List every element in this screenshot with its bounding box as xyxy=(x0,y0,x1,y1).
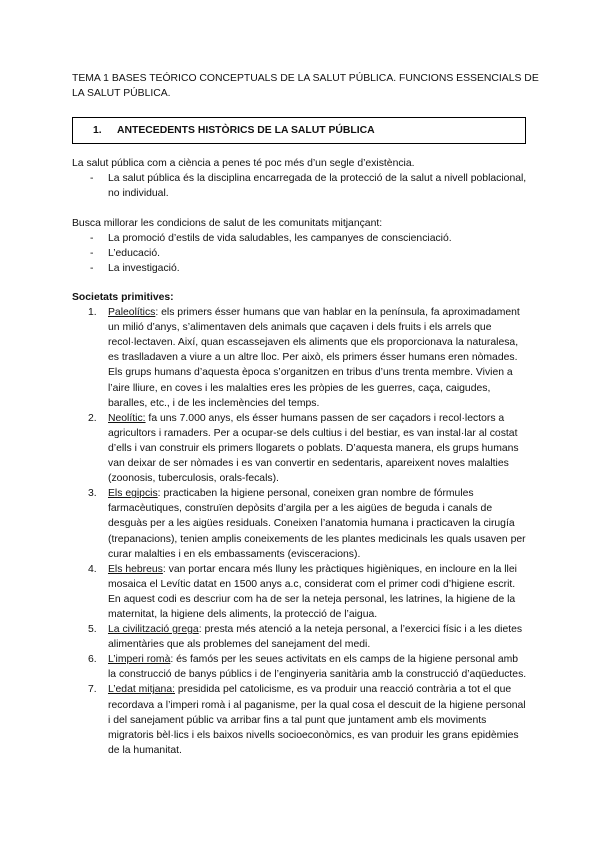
item-term: Paleolítics xyxy=(108,307,156,319)
item-number: 3. xyxy=(88,488,97,500)
item-term: La civilització grega xyxy=(108,624,199,636)
list-item xyxy=(72,652,528,682)
dash-bullet: - xyxy=(90,173,94,185)
intro-block xyxy=(72,156,528,201)
list-item xyxy=(72,562,528,622)
societies-block xyxy=(72,290,528,758)
item-number: 1. xyxy=(88,307,97,319)
societies-heading: Societats primitives: xyxy=(72,292,174,303)
list-item xyxy=(72,305,528,411)
list-item xyxy=(72,246,528,261)
item-number: 6. xyxy=(88,654,97,666)
improve-block xyxy=(72,216,528,276)
item-term: Els egipcis xyxy=(108,488,158,500)
list-item xyxy=(72,261,528,276)
item-number: 7. xyxy=(88,684,97,696)
list-item xyxy=(72,622,528,652)
list-item xyxy=(72,171,528,201)
list-item xyxy=(72,682,528,757)
document-title: TEMA 1 BASES TEÓRICO CONCEPTUALS DE LA SALUT PÚBLICA. FUNCIONS ESSENCIALS DE LA SALUT PÚBLICA. xyxy=(72,73,539,99)
item-text: : els primers ésser humans que van hablar en la península, fa aproximadament un milió d’anys, s’alimentaven dels animals que caçaven i dels fruits i els arrels que recol·lectaven. Així, quan escassejaven els aliments que els proporcionava la naturalesa, es traslladaven a viure a un altre lloc. Per això, els primers ésser humans eren nòmades. Els grups humans d’aquesta època s’organitzen en tribus d’uns trenta membre. Vivien a l’aire lliure, en coves i les malalties eres les pròpies de les guerres, caça, caigudes, baralles, etc., i de les inclemències del temps. xyxy=(108,307,520,409)
improve-list xyxy=(72,231,528,276)
item-term: L’edat mitjana: xyxy=(108,684,176,696)
item-term: Els hebreus xyxy=(108,563,163,575)
item-text: fa uns 7.000 anys, els ésser humans passen de ser caçadors i recol·lectors a agricultors i ramaders. Per a ocupar-se dels cultius i del bestiar, es van instal·lar al costat d’ells i van construir els primers llogarets o poblats. D’aquesta manera, els grups humans van deixar de ser nòmades i es van convertir en sedentaris, apareixent noves malalties (zoonosis, tuberculosis, orals-fecals). xyxy=(108,412,519,485)
list-item-text: La salut pública és la disciplina encarregada de la protecció de la salut a nivell poblacional, no individual. xyxy=(108,173,527,200)
list-item-text: La promoció d’estils de vida saludables, les campanyes de conscienciació. xyxy=(108,233,452,245)
item-number: 5. xyxy=(88,624,97,636)
section-title: ANTECEDENTS HISTÒRICS DE LA SALUT PÚBLICA xyxy=(117,125,375,136)
dash-bullet: - xyxy=(90,233,94,245)
intro-list xyxy=(72,171,528,201)
item-text: : practicaben la higiene personal, coneixen gran nombre de fórmules farmacèutiques, construïen depòsits d’argila per a les aigües de beguda i canals de desguàs per a les aigües residuals. Coneixen l’anatomia humana i practicaven la cirugía (trepanacions), tenien amplis coneixements de les plantes medicinals les quals usaven per curar malalties i en els embassaments (evisceracions). xyxy=(108,488,526,560)
list-item-text: La investigació. xyxy=(108,263,180,275)
list-item xyxy=(72,486,528,561)
item-term: Neolític: xyxy=(108,412,146,424)
item-text: presidida pel catolicisme, es va produir una reacció contrària a tot el que recordava a l’imperi romà i al paganisme, per la qual cosa el descuit de la higiene personal i del sanejament públic va arribar fins a tal punt que juntament amb els moviments migratoris bèl·lics i els baixos nivells socioeconòmics, es van produir les grans epidèmies de la humanitat. xyxy=(108,684,526,756)
dash-bullet: - xyxy=(90,248,94,260)
societies-list xyxy=(72,305,528,758)
list-item xyxy=(72,231,528,246)
intro-sentence: La salut pública com a ciència a penes té poc més d’un segle d’existència. xyxy=(72,158,415,169)
item-term: L’imperi romà xyxy=(108,654,171,666)
list-item-text: L’educació. xyxy=(108,248,160,260)
item-text: : és famós per les seues activitats en els camps de la higiene personal amb la construcció de banys públics i de l’enginyeria sanitària amb la construcció d’aqüeductes. xyxy=(108,654,527,681)
dash-bullet: - xyxy=(90,263,94,275)
item-number: 2. xyxy=(88,412,97,424)
list-item xyxy=(72,411,528,486)
item-text: : presta més atenció a la neteja personal, a l’exercici físic i a les dietes alimentàries que als problemes del sanejament del medi. xyxy=(108,624,523,651)
improve-sentence: Busca millorar les condicions de salut de les comunitats mitjançant: xyxy=(72,218,383,229)
item-number: 4. xyxy=(88,563,97,575)
section-heading-box xyxy=(72,117,526,144)
item-text: : van portar encara més lluny les pràctiques higièniques, en incloure en la llei mosaica el Levític datat en 1500 anys a.c, considerat com el primer codi d’higiene escrit. En aquest codi es descriur com ha de ser la neteja personal, les latrines, la higiene de la maternitat, la higiene dels aliments, la protecció de l’aigua. xyxy=(108,563,517,620)
section-number: 1. xyxy=(93,125,102,136)
